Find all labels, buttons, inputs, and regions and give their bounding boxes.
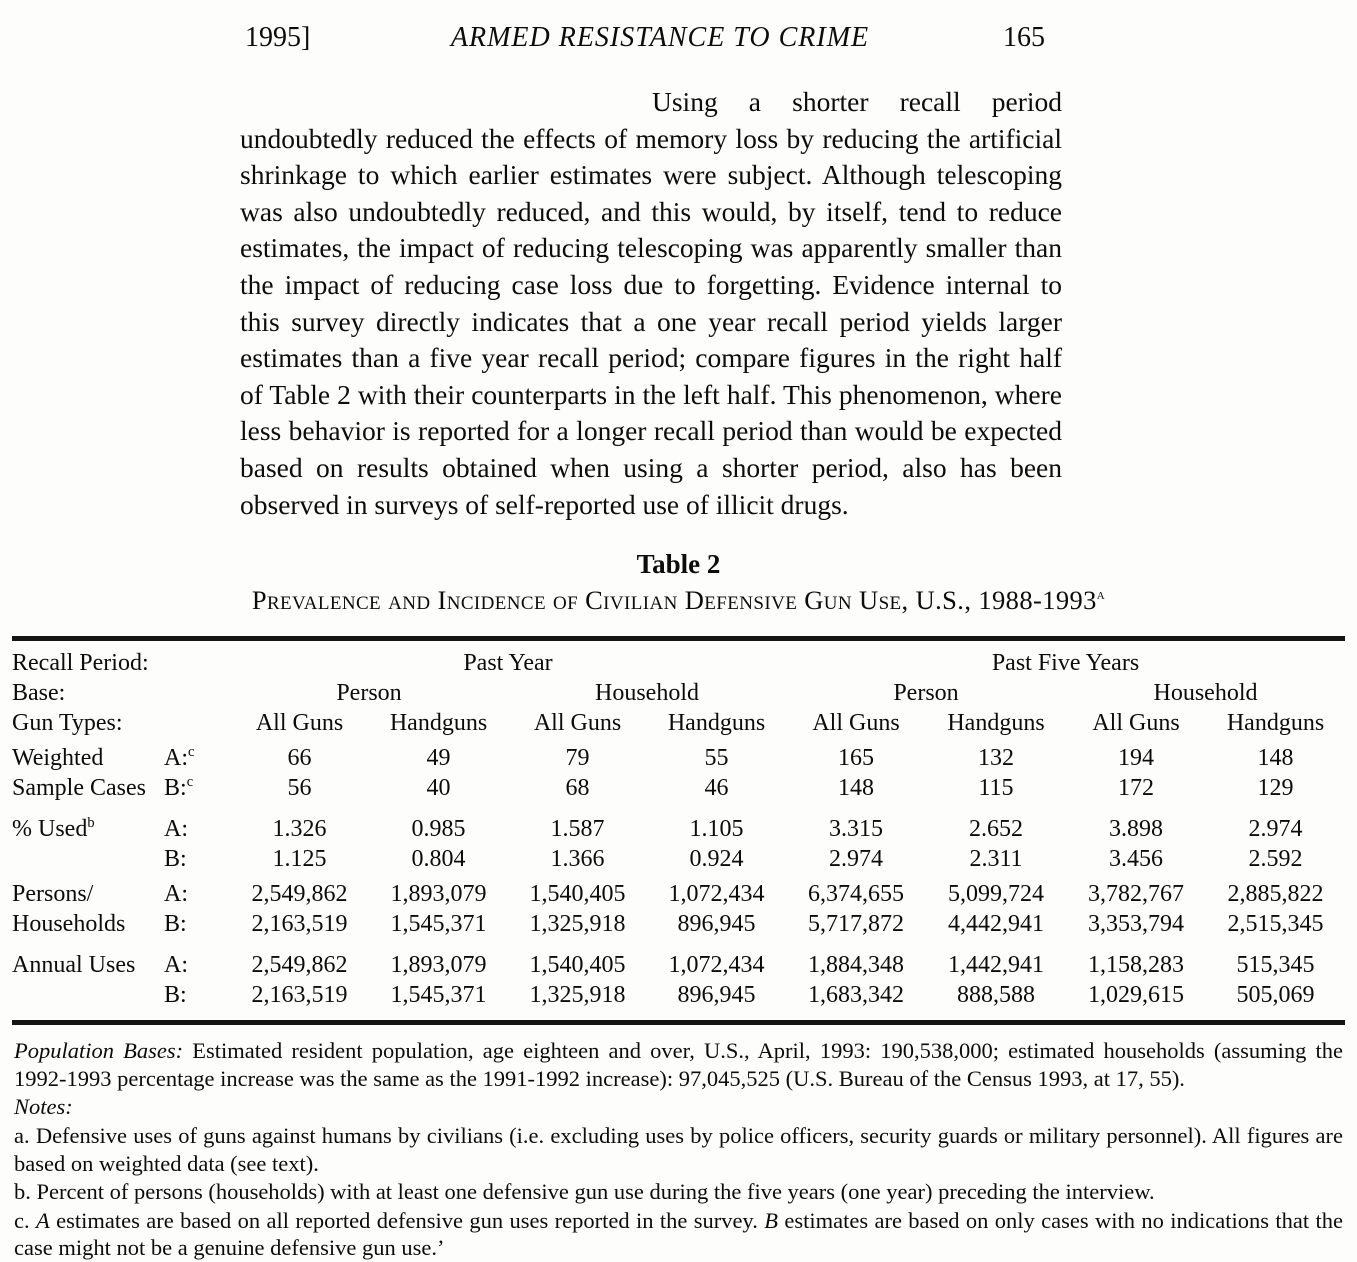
footnote-mark: c <box>188 743 195 760</box>
notes-label: Notes: <box>14 1094 73 1120</box>
page-number: 165 <box>1003 22 1045 53</box>
colgroup-person: Person <box>893 680 959 707</box>
data-cell: 148 <box>838 774 874 801</box>
data-cell: 3.898 <box>1109 816 1163 843</box>
row-label: Annual Uses <box>12 952 136 979</box>
data-cell: 1.125 <box>272 846 327 873</box>
data-cell: 1,029,615 <box>1088 982 1184 1009</box>
data-cell: 2.652 <box>969 816 1023 843</box>
population-bases-text: Estimated resident population, age eighteen and over, U.S., April, 1993: 190,538,000; estimated households (assuming the 1992-1993 percentage increase was the same as the 1991-1992 increase): 97,045,525 (U.S. Bureau of the Census 1993, at 17, 55). <box>14 1038 1344 1091</box>
header-row-recall-period <box>12 639 1345 679</box>
data-cell: 132 <box>978 744 1014 771</box>
data-cell: 2.974 <box>1248 816 1303 843</box>
row-sublabel: A:$^c$ <box>164 743 195 771</box>
data-cell: 2.592 <box>1248 846 1303 873</box>
table-row <box>12 939 1345 981</box>
data-cell: 505,069 <box>1236 982 1315 1009</box>
running-head <box>245 22 1045 54</box>
data-cell: 896,945 <box>677 910 756 937</box>
data-cell: 1.105 <box>689 816 744 843</box>
table-row <box>12 803 1345 845</box>
data-cell: 2.311 <box>969 846 1023 873</box>
data-cell: 1,072,434 <box>668 880 765 907</box>
table-footnotes <box>14 1037 1343 1262</box>
data-cell: 1,072,434 <box>668 952 765 979</box>
data-cell: 3,353,794 <box>1088 910 1184 937</box>
data-cell: 1,540,405 <box>529 880 626 907</box>
colgroup-past-five-years: Past Five Years <box>991 650 1140 677</box>
footnote-mark: b <box>87 815 95 832</box>
data-cell: 2,885,822 <box>1227 880 1324 907</box>
row-label: Households <box>12 910 126 937</box>
data-cell: 2,163,519 <box>251 910 348 937</box>
data-cell: 165 <box>838 744 874 771</box>
data-cell: 66 <box>287 744 312 771</box>
data-cell: 79 <box>565 744 590 771</box>
table-number: Table 2 <box>636 549 721 580</box>
table-caption-text: Prevalence and Incidence of Civilian Defensive Gun Use, U.S., 1988-1993 <box>251 585 1097 616</box>
row-label: % Used$^b$ <box>12 815 95 843</box>
row-label: Sample Cases <box>12 774 146 801</box>
data-cell: 2,549,862 <box>251 952 348 979</box>
column-header: All Guns <box>1092 710 1180 737</box>
data-cell: 1.587 <box>550 816 605 843</box>
recall-period-label: Recall Period: <box>12 650 149 677</box>
data-cell: 1,545,371 <box>390 982 487 1009</box>
table-row <box>12 773 1345 803</box>
data-cell: 1,325,918 <box>529 910 626 937</box>
data-cell: 515,345 <box>1236 952 1315 979</box>
data-cell: 2,549,862 <box>251 880 348 907</box>
note-b: b. Percent of persons (households) with at least one defensive gun use during the five years (one year) preceding the interview. <box>14 1179 1155 1205</box>
note-a: a. Defensive uses of guns against humans by civilians (i.e. excluding uses by police officers, security guards or military personnel). All figures are based on weighted data (see text). <box>14 1122 1343 1176</box>
data-cell: 115 <box>978 774 1014 801</box>
column-header: Handguns <box>1226 710 1325 737</box>
data-cell: 194 <box>1118 744 1154 771</box>
data-cell: 1,442,941 <box>948 952 1044 979</box>
row-sublabel: A: <box>164 816 188 843</box>
data-cell: 0.804 <box>411 846 466 873</box>
data-cell: 5,099,724 <box>948 880 1044 907</box>
header-row-base <box>12 679 1345 709</box>
population-bases-note <box>14 1037 1343 1092</box>
table-row <box>12 981 1345 1023</box>
data-cell: 896,945 <box>677 982 756 1009</box>
data-cell: 49 <box>426 744 451 771</box>
data-cell: 4,442,941 <box>948 910 1044 937</box>
row-sublabel: B:$^c$ <box>164 773 194 801</box>
row-sublabel: A: <box>164 880 188 907</box>
column-header: Handguns <box>947 710 1045 737</box>
header-row-gun-types <box>12 709 1345 739</box>
volume-year: 1995] <box>245 22 311 53</box>
data-cell: 1,325,918 <box>529 982 626 1009</box>
data-cell: 56 <box>287 774 312 801</box>
data-cell: 46 <box>704 774 729 801</box>
journal-page <box>0 22 1357 1261</box>
data-cell: 5,717,872 <box>808 910 904 937</box>
table-caption <box>0 585 1357 616</box>
data-cell: 2,515,345 <box>1227 910 1324 937</box>
row-sublabel: A: <box>164 952 188 979</box>
footnote-mark: c <box>186 773 194 790</box>
data-cell: 1,893,079 <box>390 952 487 979</box>
colgroup-household: Household <box>595 680 699 707</box>
column-header: All Guns <box>812 710 900 737</box>
data-cell: 0.924 <box>689 846 744 873</box>
population-bases-label: Population Bases: <box>14 1038 184 1064</box>
row-sublabel: B: <box>164 910 187 937</box>
row-label <box>12 981 164 1023</box>
data-cell: 1,540,405 <box>529 952 626 979</box>
body-paragraph: Using a shorter recall period undoubtedly reduced the effects of memory loss by reducing the artificial shrinkage to which earlier estimates were subject. Although telescoping was also undoubtedly reduced, and this would, by itself, tend to reduce estimates, the impact of reducing telescoping was apparently smaller than the impact of reducing case loss due to forgetting. Evidence internal to this survey directly indicates that a one year recall period yields larger estimates than a five year recall period; compare figures in the right half of Table 2 with their counterparts in the left half. This phenomenon, where less behavior is reported for a longer recall period than would be expected based on results obtained when using a shorter period, also has been observed in surveys of self-reported use of illicit drugs. <box>240 86 1062 520</box>
colgroup-person: Person <box>336 680 402 707</box>
table-2 <box>12 636 1345 1025</box>
column-header: Handguns <box>389 710 488 737</box>
column-header: All Guns <box>533 710 622 737</box>
data-cell: 172 <box>1118 774 1154 801</box>
article-title: ARMED RESISTANCE TO CRIME <box>450 22 870 53</box>
table-row <box>12 909 1345 939</box>
table-row <box>12 845 1345 875</box>
gun-types-label: Gun Types: <box>12 710 123 737</box>
data-cell: 1,545,371 <box>390 910 487 937</box>
table-row <box>12 739 1345 774</box>
data-cell: 129 <box>1257 774 1294 801</box>
row-sublabel: B: <box>164 982 187 1009</box>
row-label <box>12 845 164 875</box>
data-cell: 40 <box>426 774 451 801</box>
row-sublabel: B: <box>164 846 187 873</box>
note-c: c. A estimates are based on all reported defensive gun uses reported in the survey. B estimates are based on only cases with no indications that the case might not be a genuine defensive gun use.’ <box>14 1207 1343 1261</box>
column-header: All Guns <box>255 710 344 737</box>
table-caption-footnote-mark: a <box>1096 586 1106 604</box>
table-row <box>12 875 1345 910</box>
data-cell: 1.326 <box>272 816 327 843</box>
data-cell: 1,158,283 <box>1088 952 1184 979</box>
column-header: Handguns <box>667 710 766 737</box>
row-label: Persons/ <box>12 880 94 907</box>
base-label: Base: <box>12 680 66 707</box>
data-cell: 6,374,655 <box>808 880 904 907</box>
data-cell: 55 <box>704 744 729 771</box>
data-cell: 1,884,348 <box>808 952 904 979</box>
data-cell: 0.985 <box>411 816 466 843</box>
colgroup-household: Household <box>1153 680 1258 707</box>
data-cell: 2.974 <box>829 846 883 873</box>
data-cell: 1.366 <box>550 846 605 873</box>
data-cell: 1,683,342 <box>808 982 904 1009</box>
colgroup-past-year: Past Year <box>463 650 553 677</box>
data-cell: 3.315 <box>829 816 883 843</box>
data-cell: 3,782,767 <box>1088 880 1184 907</box>
row-label: Weighted <box>12 744 104 771</box>
data-cell: 2,163,519 <box>251 982 348 1009</box>
data-cell: 68 <box>565 774 590 801</box>
data-cell: 888,588 <box>957 982 1035 1009</box>
table-title-block <box>0 549 1357 616</box>
data-cell: 3.456 <box>1109 846 1163 873</box>
data-cell: 148 <box>1257 744 1294 771</box>
data-cell: 1,893,079 <box>390 880 487 907</box>
